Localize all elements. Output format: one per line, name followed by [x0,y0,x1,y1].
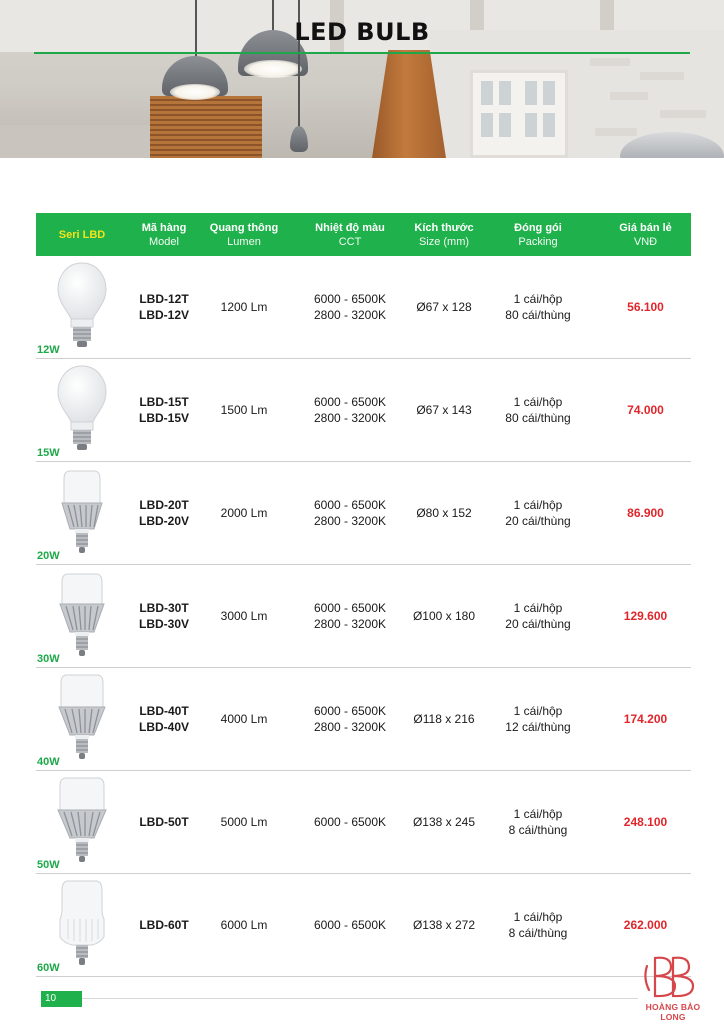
cct-cool: 6000 - 6500K [313,918,387,932]
cct-warm: 2800 - 3200K [313,308,387,322]
size-cell: Ø138 x 245 [412,815,476,829]
wattage-label: 40W [37,756,60,768]
t-bulb-icon [36,772,128,872]
banner-blinds [150,96,262,158]
cct-cool: 6000 - 6500K [313,292,387,306]
window-pane [499,113,511,137]
header-cct-main: Nhiệt độ màu [315,221,385,234]
t-bulb-svg [56,776,108,866]
model-primary: LBD-15T [139,395,189,409]
price-cell: 248.100 [623,815,668,829]
t-bulb-svg [56,570,108,660]
hbl-monogram-icon [633,952,713,1002]
size-cell: Ø80 x 152 [416,506,472,520]
model-primary: LBD-20T [139,498,189,512]
lumen-cell: 5000 Lm [220,815,268,829]
packing-cell [476,497,600,529]
banner-cabinet [0,125,150,158]
cct-cool: 6000 - 6500K [313,704,387,718]
packing-box: 1 cái/hộp [513,704,563,718]
price-cell: 56.100 [627,300,664,314]
window-pane [525,113,537,137]
header-cct [288,221,412,249]
header-size-sub: Size (mm) [418,235,470,248]
table-row [36,874,691,977]
a-bulb-svg [56,261,108,351]
header-packing-main: Đóng gói [514,221,562,234]
size-cell: Ø100 x 180 [412,609,476,623]
packing-box: 1 cái/hộp [513,292,563,306]
window-pane [499,81,511,105]
header-size-main: Kích thước [414,221,474,234]
cct-cell [288,917,412,933]
title-underline [34,52,690,54]
wattage-label: 12W [37,344,60,356]
model-secondary: LBD-20V [138,514,189,528]
model-cell [128,600,200,632]
t-bulb-icon [36,566,128,666]
header-model-sub: Model [149,235,179,248]
banner-brick [640,72,684,80]
cct-cool: 6000 - 6500K [313,395,387,409]
header-model-main: Mã hàng [141,221,187,234]
product-image-cell [36,772,128,872]
cct-cool: 6000 - 6500K [313,498,387,512]
table-row [36,462,691,565]
window-pane [525,81,537,105]
model-secondary: LBD-30V [138,617,189,631]
size-cell: Ø67 x 143 [416,403,472,417]
packing-cell [476,909,600,941]
t-bulb-icon [36,463,128,563]
cct-cell [288,703,412,735]
product-image-cell [36,669,128,769]
a-bulb-icon [36,360,128,460]
model-cell [128,394,200,426]
window-pane [481,81,493,105]
a-bulb-svg [56,364,108,454]
packing-carton: 8 cái/thùng [508,926,568,940]
cct-warm: 2800 - 3200K [313,720,387,734]
table-row [36,668,691,771]
model-cell [128,917,200,933]
brand-name: HOÀNG BẢO LONG [645,1002,701,1022]
header-price-sub: VNĐ [633,235,658,248]
price-cell: 86.900 [627,506,664,520]
header-lumen [200,221,288,249]
lumen-cell: 2000 Lm [220,506,268,520]
lumen-cell: 6000 Lm [220,918,268,932]
header-lumen-sub: Lumen [227,235,261,248]
a-bulb-icon [36,257,128,357]
cct-cell [288,497,412,529]
table-header [36,213,691,256]
banner-brick [595,128,637,136]
model-secondary: LBD-12V [138,308,189,322]
size-cell: Ø138 x 272 [412,918,476,932]
banner-brick [590,58,630,66]
header-series-label: Seri LBD [58,228,106,241]
header-price [600,221,691,249]
window-pane [481,113,493,137]
banner-window [470,70,568,158]
cct-cell [288,291,412,323]
model-primary: LBD-12T [139,292,189,306]
lamp-glow [170,84,220,100]
cct-cool: 6000 - 6500K [313,815,387,829]
cct-cell [288,600,412,632]
packing-carton: 8 cái/thùng [508,823,568,837]
model-secondary: LBD-40V [138,720,189,734]
page-number: 10 [41,991,82,1007]
product-image-cell [36,257,128,357]
header-packing [476,221,600,249]
t-bulb-icon [36,669,128,769]
packing-carton: 20 cái/thùng [505,617,571,631]
cct-cell [288,814,412,830]
wattage-label: 50W [37,859,60,871]
packing-box: 1 cái/hộp [513,910,563,924]
lumen-cell: 4000 Lm [220,712,268,726]
cct-cell [288,394,412,426]
header-packing-sub: Packing [518,235,558,248]
model-cell [128,497,200,529]
packing-box: 1 cái/hộp [513,498,563,512]
table-row [36,771,691,874]
header-lumen-main: Quang thông [209,221,279,234]
cct-warm: 2800 - 3200K [313,514,387,528]
footer-divider [82,998,638,999]
header-model [128,221,200,249]
model-primary: LBD-30T [139,601,189,615]
pendant-lamp-icon [290,126,308,152]
packing-cell [476,703,600,735]
packing-box: 1 cái/hộp [513,807,563,821]
t-bulb-svg [56,879,108,969]
cct-warm: 2800 - 3200K [313,411,387,425]
lamp-glow [244,60,302,78]
packing-carton: 80 cái/thùng [505,308,571,322]
window-pane [543,81,555,105]
packing-carton: 80 cái/thùng [505,411,571,425]
window-pane [543,113,555,137]
header-banner [0,0,724,158]
page-title: LED BULB [294,18,430,46]
model-cell [128,703,200,735]
product-image-cell [36,463,128,563]
size-cell: Ø67 x 128 [416,300,472,314]
t-bulb-svg [56,467,108,557]
packing-box: 1 cái/hộp [513,601,563,615]
lumen-cell: 3000 Lm [220,609,268,623]
price-cell: 74.000 [627,403,664,417]
model-primary: LBD-40T [139,704,189,718]
size-cell: Ø118 x 216 [413,712,475,726]
lumen-cell: 1500 Lm [220,403,268,417]
header-size [412,221,476,249]
packing-carton: 20 cái/thùng [505,514,571,528]
table-row [36,565,691,668]
packing-cell [476,291,600,323]
packing-cell [476,394,600,426]
t-bulb-icon [36,875,128,975]
model-secondary: LBD-15V [138,411,189,425]
product-image-cell [36,875,128,975]
price-cell: 129.600 [623,609,668,623]
t-bulb-svg [56,673,108,763]
header-cct-sub: CCT [338,235,362,248]
wattage-label: 15W [37,447,60,459]
packing-carton: 12 cái/thùng [505,720,571,734]
header-series [36,228,128,242]
table-row [36,256,691,359]
wattage-label: 30W [37,653,60,665]
model-cell [128,291,200,323]
cct-warm: 2800 - 3200K [313,617,387,631]
cct-cool: 6000 - 6500K [313,601,387,615]
packing-cell [476,600,600,632]
lumen-cell: 1200 Lm [220,300,268,314]
packing-cell [476,806,600,838]
product-image-cell [36,360,128,460]
price-cell: 174.200 [623,712,668,726]
banner-brick [660,110,706,118]
brand-logo [633,952,713,1022]
wattage-label: 20W [37,550,60,562]
product-table [36,213,691,977]
wattage-label: 60W [37,962,60,974]
banner-brick [610,92,648,100]
table-row [36,359,691,462]
model-primary: LBD-60T [139,918,189,932]
price-cell: 262.000 [623,918,668,932]
header-price-main: Giá bán lẻ [619,221,672,234]
product-image-cell [36,566,128,666]
packing-box: 1 cái/hộp [513,395,563,409]
model-cell [128,814,200,830]
model-primary: LBD-50T [139,815,189,829]
